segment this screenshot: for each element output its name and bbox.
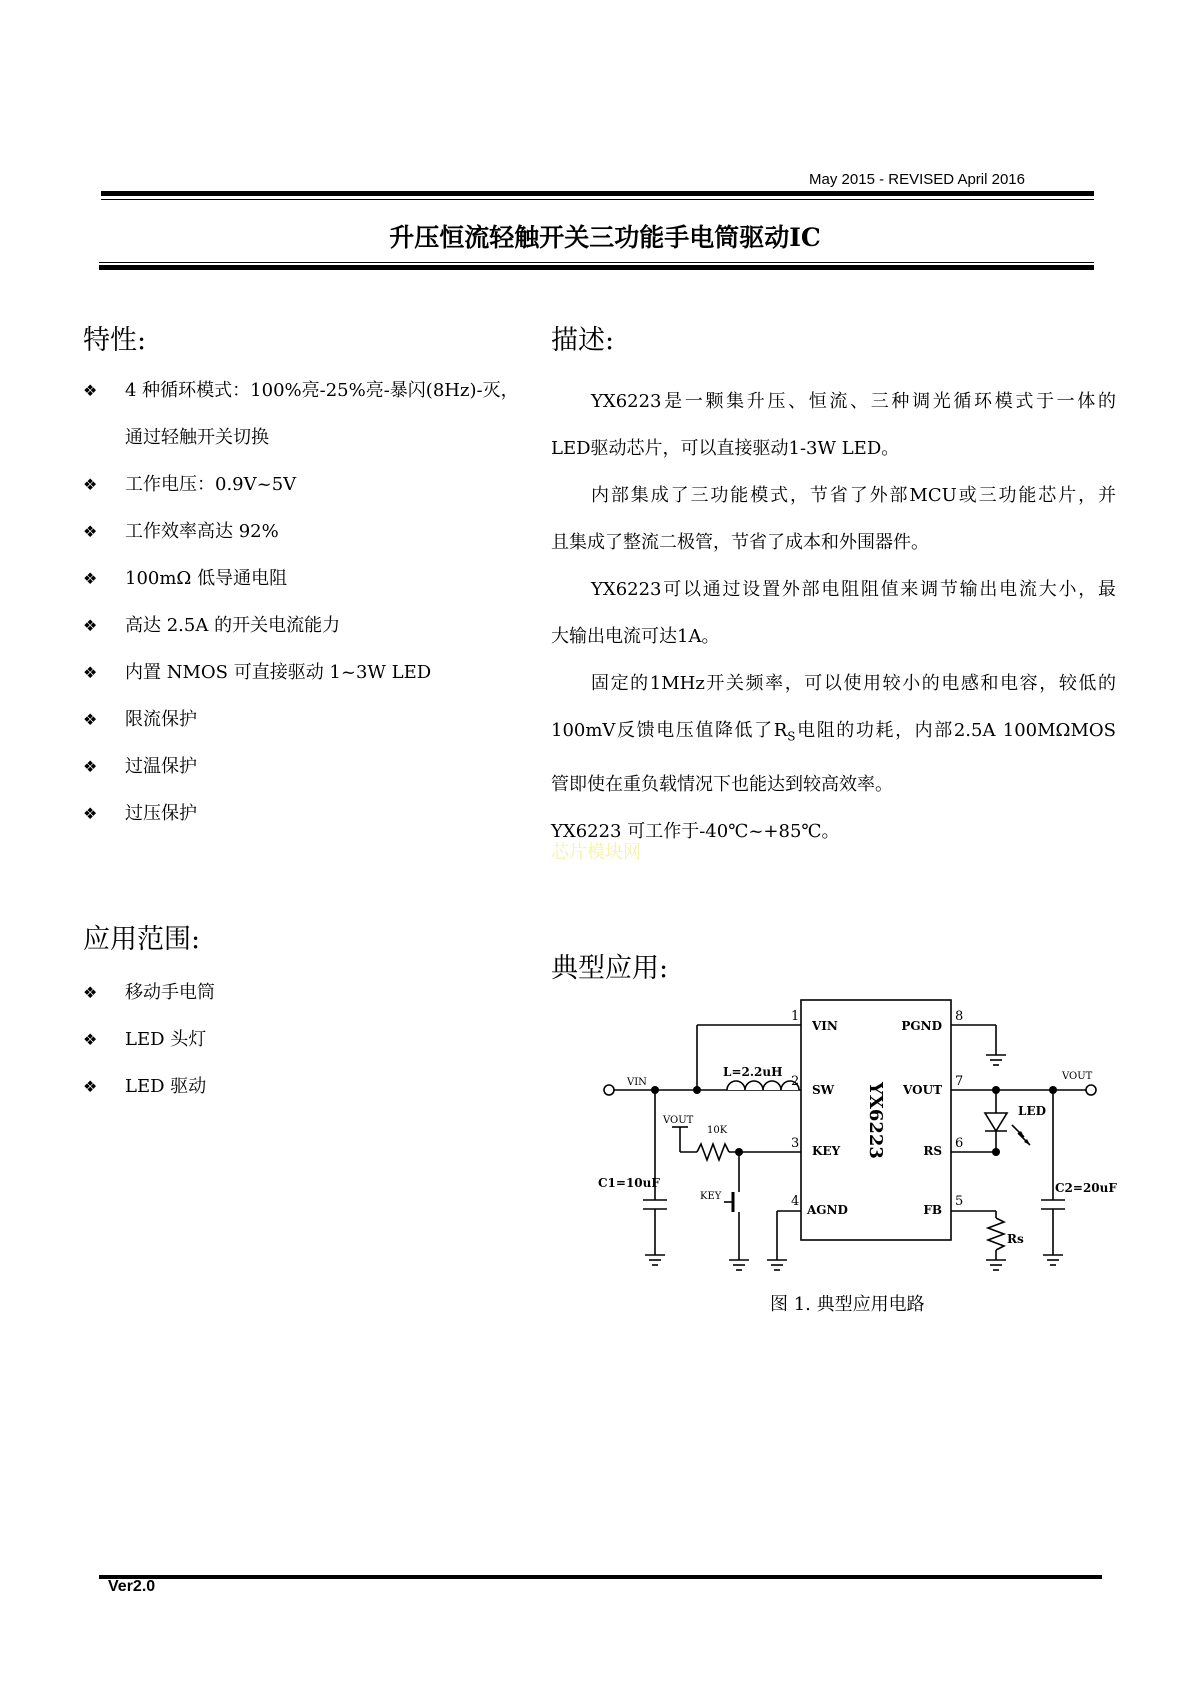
led-symbol bbox=[985, 1113, 1007, 1131]
figure-caption: 图 1. 典型应用电路 bbox=[770, 1294, 925, 1315]
diamond-bullet-icon: ❖ bbox=[83, 616, 98, 635]
pin-number-5: 5 bbox=[955, 1194, 964, 1209]
pin-number-6: 6 bbox=[955, 1136, 964, 1151]
pin-name-fb: FB bbox=[923, 1203, 942, 1217]
resistor-symbol bbox=[697, 1144, 729, 1160]
pin-name-pgnd: PGND bbox=[901, 1019, 942, 1033]
typical-app-heading: 典型应用: bbox=[551, 953, 669, 984]
pin-number-8: 8 bbox=[955, 1009, 964, 1024]
desc-line: YX6223 可工作于-40℃~+85℃。 bbox=[551, 820, 840, 842]
datasheet-page: May 2015 - REVISED April 2016 升压恒流轻触开关三功能手电筒驱动IC 特性: ❖ 4 种循环模式：100%亮-25%亮-暴闪(8Hz)-灭， 通过轻触开关切换 ❖ 工作电压：0.9V~5V ❖ 工作效率高达 92% ❖ 100mΩ 低导通电阻 ❖ 高达 2.5A 的开关电流能力 ❖ 内置 NMOS 可直接驱动 1~3W LED ❖ 限流保护 ❖ 过温保护 ❖ 过压保护 应用范围: ❖ 移动手电筒 ❖ LED 头灯 ❖ LED 驱动 描述: YX6223是一颗集升压、恒流、三种调光循环模式于一体的 LED驱动芯片，可以直接驱动1-3W LED。 内部集成了三功能模式，节省了外部MCU或三功能芯片，并 且集成了整流二极管，节省了成本和外围器件。 YX6223可以通过设置外部电阻阻值来调节输出电流大小，最 大输出电流可达1A。 固定的1MHz开关频率，可以使用较小的电感和电容，较低的 100mV反馈电压值降低了$R_S$电阻的功耗，内部2.5A 100MΩMOS 管即使在重负载情况下也能达到较高效率。 YX6223 可工作于-40℃~+85℃。 芯片模块网 典型应用: VIN SW KEY AGND PGND VOUT RS FB L=2.2uH C1=10uF C2=20uF LED Rs 1 2 3 4 8 7 6 5 VIN VOUT VOUT 10K KEY YX6223 图 1. 典型应用电路 Ver2.0 bbox=[0, 0, 1190, 1683]
diamond-bullet-icon: ❖ bbox=[83, 663, 98, 682]
footer-rule bbox=[99, 1575, 1102, 1579]
pin-number-7: 7 bbox=[955, 1074, 964, 1089]
key-switch-label: KEY bbox=[700, 1191, 722, 1202]
diamond-bullet-icon: ❖ bbox=[83, 1077, 98, 1096]
applications-heading: 应用范围: bbox=[83, 924, 201, 955]
diamond-bullet-icon: ❖ bbox=[83, 1030, 98, 1049]
version-label: Ver2.0 bbox=[108, 1578, 156, 1595]
chip-name: YX6223 bbox=[865, 1082, 886, 1159]
desc-line: YX6223可以通过设置外部电阻阻值来调节输出电流大小，最 bbox=[591, 579, 1116, 600]
diamond-bullet-icon: ❖ bbox=[83, 381, 98, 400]
pin-number-2: 2 bbox=[791, 1074, 800, 1089]
desc-line: 管即使在重负载情况下也能达到较高效率。 bbox=[551, 773, 893, 795]
diamond-bullet-icon: ❖ bbox=[83, 522, 98, 541]
pin-name-vin: VIN bbox=[812, 1019, 838, 1033]
diamond-bullet-icon: ❖ bbox=[83, 569, 98, 588]
pin-name-sw: SW bbox=[812, 1083, 835, 1097]
desc-line: LED驱动芯片，可以直接驱动1-3W LED。 bbox=[551, 438, 900, 459]
features-heading: 特性: bbox=[83, 325, 147, 356]
c2-value: C2=20uF bbox=[1055, 1181, 1117, 1195]
pin-name-agnd: AGND bbox=[807, 1203, 848, 1217]
pin-number-1: 1 bbox=[791, 1009, 800, 1024]
pin-name-key: KEY bbox=[812, 1144, 841, 1158]
c1-value: C1=10uF bbox=[598, 1176, 660, 1190]
description-heading: 描述: bbox=[551, 325, 615, 356]
document-title: 升压恒流轻触开关三功能手电筒驱动IC bbox=[389, 223, 821, 252]
led-label: LED bbox=[1018, 1104, 1046, 1118]
pin-name-rs: RS bbox=[923, 1144, 942, 1158]
diamond-bullet-icon: ❖ bbox=[83, 983, 98, 1002]
diamond-bullet-icon: ❖ bbox=[83, 757, 98, 776]
revision-date: May 2015 - REVISED April 2016 bbox=[809, 171, 1025, 188]
pin-name-vout: VOUT bbox=[903, 1083, 942, 1097]
desc-line: 100mV反馈电压值降低了$R_S$电阻的功耗，内部2.5A 100MΩMOS bbox=[551, 720, 1117, 744]
key-vout-label: VOUT bbox=[663, 1115, 694, 1126]
vout-terminal-label: VOUT bbox=[1062, 1071, 1093, 1082]
desc-line: 且集成了整流二极管，节省了成本和外围器件。 bbox=[551, 532, 929, 553]
desc-line: 大输出电流可达1A。 bbox=[551, 626, 720, 647]
sense-resistor-symbol bbox=[988, 1218, 1004, 1250]
pin-number-4: 4 bbox=[791, 1194, 800, 1209]
rs-label: Rs bbox=[1007, 1232, 1024, 1246]
resistor-value: 10K bbox=[707, 1125, 728, 1136]
vin-terminal-label: VIN bbox=[627, 1077, 647, 1088]
diamond-bullet-icon: ❖ bbox=[83, 710, 98, 729]
inductor-value: L=2.2uH bbox=[723, 1065, 783, 1079]
desc-line: 内部集成了三功能模式，节省了外部MCU或三功能芯片，并 bbox=[591, 485, 1116, 506]
inductor-symbol bbox=[727, 1081, 799, 1090]
diamond-bullet-icon: ❖ bbox=[83, 804, 98, 823]
watermark-text: 芯片模块网 bbox=[551, 842, 641, 863]
desc-line: 固定的1MHz开关频率，可以使用较小的电感和电容，较低的 bbox=[591, 673, 1116, 694]
desc-line: YX6223是一颗集升压、恒流、三种调光循环模式于一体的 bbox=[591, 391, 1116, 412]
diamond-bullet-icon: ❖ bbox=[83, 475, 98, 494]
pin-number-3: 3 bbox=[791, 1136, 800, 1151]
